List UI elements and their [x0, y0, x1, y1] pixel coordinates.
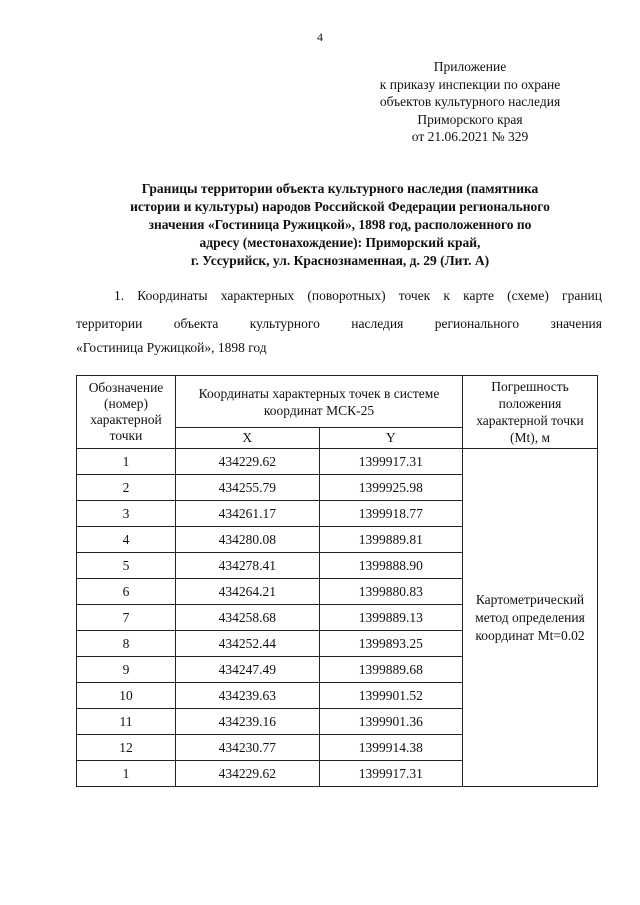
page-number: 4 — [317, 30, 323, 44]
point-number-cell: 9 — [77, 657, 176, 683]
table-row — [77, 449, 598, 475]
header-error: Погрешность положения характерной точки (Mt), м — [463, 376, 598, 449]
point-number-cell: 12 — [77, 735, 176, 761]
title-line: Границы территории объекта культурного наследия (памятника — [141, 181, 539, 196]
appendix-line: объектов культурного наследия — [379, 94, 561, 109]
x-coordinate-cell: 434247.49 — [176, 657, 320, 683]
paragraph-line: 1. Координаты характерных (поворотных) точек к карте (схеме) границ — [114, 288, 602, 303]
appendix-order-date: от 21.06.2021 № 329 — [411, 129, 529, 144]
x-coordinate-cell: 434229.62 — [176, 449, 320, 475]
x-coordinate-cell: 434278.41 — [176, 553, 320, 579]
x-coordinate-cell: 434261.17 — [176, 501, 320, 527]
point-number-cell: 4 — [77, 527, 176, 553]
coordinates-table — [76, 375, 598, 787]
point-number-cell: 1 — [77, 449, 176, 475]
y-coordinate-cell: 1399925.98 — [319, 475, 463, 501]
y-coordinate-cell: 1399889.81 — [319, 527, 463, 553]
appendix-line: Приморского края — [417, 111, 523, 127]
header-coordinates: Координаты характерных точек в системе координат МСК-25 — [176, 376, 463, 428]
x-coordinate-cell: 434230.77 — [176, 735, 320, 761]
point-number-cell: 8 — [77, 631, 176, 657]
title-line: г. Уссурийск, ул. Краснознаменная, д. 29 (Лит. А) — [190, 253, 490, 268]
y-coordinate-cell: 1399889.68 — [319, 657, 463, 683]
y-coordinate-cell: 1399901.52 — [319, 683, 463, 709]
y-coordinate-cell: 1399888.90 — [319, 553, 463, 579]
title-line: истории и культуры) народов Российской Федерации регионального — [130, 199, 550, 214]
header-x: X — [176, 428, 320, 449]
point-number-cell: 6 — [77, 579, 176, 605]
x-coordinate-cell: 434239.16 — [176, 709, 320, 735]
x-coordinate-cell: 434229.62 — [176, 761, 320, 787]
y-coordinate-cell: 1399917.31 — [319, 761, 463, 787]
appendix-block — [340, 58, 600, 146]
x-coordinate-cell: 434255.79 — [176, 475, 320, 501]
y-coordinate-cell: 1399889.13 — [319, 605, 463, 631]
y-coordinate-cell: 1399893.25 — [319, 631, 463, 657]
point-number-cell: 1 — [77, 761, 176, 787]
header-point-number: Обозначение (номер) характерной точки — [77, 376, 176, 449]
x-coordinate-cell: 434264.21 — [176, 579, 320, 605]
y-coordinate-cell: 1399901.36 — [319, 709, 463, 735]
y-coordinate-cell: 1399880.83 — [319, 579, 463, 605]
x-coordinate-cell: 434239.63 — [176, 683, 320, 709]
y-coordinate-cell: 1399914.38 — [319, 735, 463, 761]
point-number-cell: 11 — [77, 709, 176, 735]
x-coordinate-cell: 434258.68 — [176, 605, 320, 631]
document-title — [80, 180, 600, 270]
point-number-cell: 2 — [77, 475, 176, 501]
appendix-line: к приказу инспекции по охране — [379, 76, 561, 92]
header-y: Y — [319, 428, 463, 449]
title-line: адресу (местонахождение): Приморский край, — [199, 235, 481, 250]
point-number-cell: 3 — [77, 501, 176, 527]
paragraph-line: «Гостиница Ружицкой», 1898 год — [76, 340, 267, 355]
x-coordinate-cell: 434252.44 — [176, 631, 320, 657]
point-number-cell: 10 — [77, 683, 176, 709]
point-number-cell: 7 — [77, 605, 176, 631]
y-coordinate-cell: 1399918.77 — [319, 501, 463, 527]
point-number-cell: 5 — [77, 553, 176, 579]
paragraph-line: территории объекта культурного наследия регионального значения — [76, 316, 602, 331]
x-coordinate-cell: 434280.08 — [176, 527, 320, 553]
appendix-line: Приложение — [433, 59, 507, 74]
y-coordinate-cell: 1399917.31 — [319, 449, 463, 475]
title-line: значения «Гостиница Ружицкой», 1898 год, расположенного по — [148, 217, 532, 232]
error-method-cell: Картометрический метод определения координат Mt=0.02 — [463, 449, 598, 787]
